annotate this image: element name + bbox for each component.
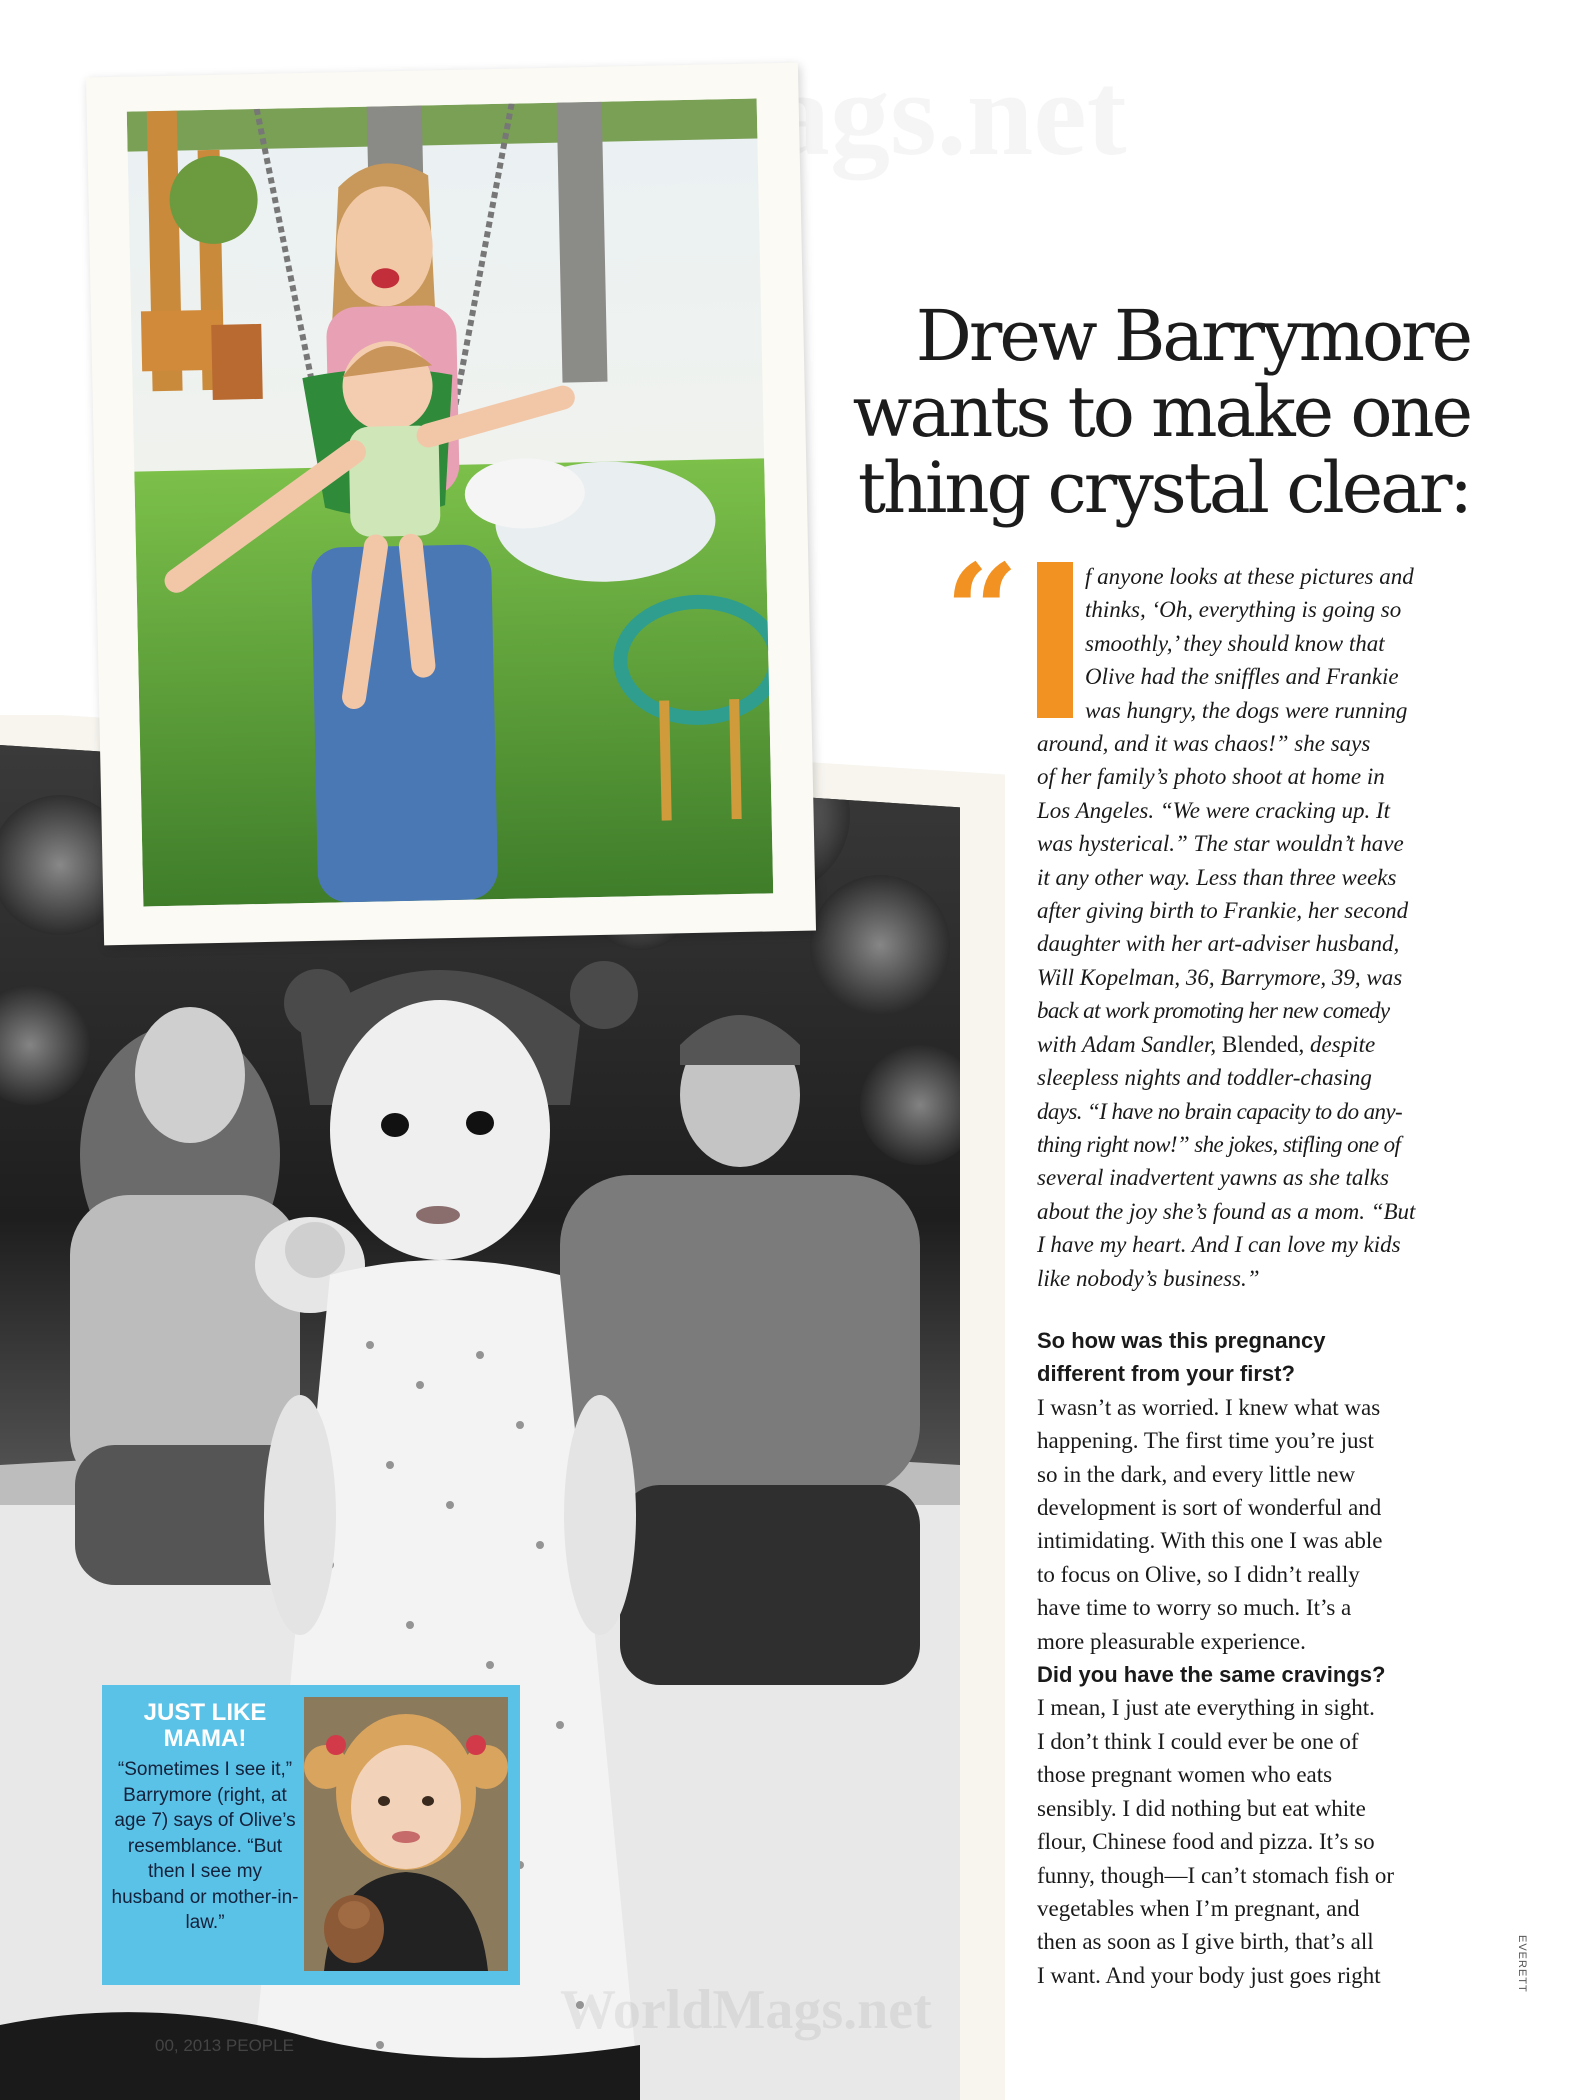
answer-line: flour, Chinese food and pizza. It’s so	[1037, 1829, 1375, 1855]
intro-line: after giving birth to Frankie, her second	[1037, 898, 1409, 924]
intro-line: thinks, ‘Oh, everything is going so	[1085, 597, 1402, 623]
intro-line: f anyone looks at these pictures and	[1085, 564, 1414, 589]
intro-line: several inadvertent yawns as she talks	[1037, 1165, 1389, 1191]
answer-line: then as soon as I give birth, that’s all	[1037, 1929, 1374, 1955]
answer-line: I mean, I just ate everything in sight.	[1037, 1695, 1375, 1721]
intro-line-text: despite	[1304, 1031, 1376, 1057]
intro-line: about the joy she’s found as a mom. “But	[1037, 1198, 1416, 1224]
answer-line: vegetables when I’m pregnant, and	[1037, 1895, 1360, 1921]
question: different from your first?	[1037, 1361, 1295, 1387]
answer-line: to focus on Olive, so I didn’t really	[1037, 1561, 1360, 1587]
answer-line: have time to worry so much. It’s a	[1037, 1595, 1352, 1621]
intro-line: around, and it was chaos!” she says	[1037, 731, 1371, 757]
intro-line: thing right now!” she jokes, stifling one of	[1037, 1131, 1401, 1157]
intro-line	[1037, 1028, 1477, 1061]
headline	[770, 295, 1470, 529]
intro-line: was hungry, the dogs were running	[1085, 697, 1408, 723]
intro-line: was hysterical.” The star wouldn’t have	[1037, 831, 1404, 857]
answer-line: so in the dark, and every little new	[1037, 1461, 1356, 1487]
inset-title: JUST LIKE MAMA!	[143, 1699, 267, 1752]
intro-line: back at work promoting her new comedy	[1037, 998, 1390, 1024]
intro-line: of her family’s photo shoot at home in	[1037, 764, 1385, 790]
movie-title: Blended,	[1221, 1031, 1305, 1057]
intro-line: Los Angeles. “We were cracking up. It	[1037, 797, 1391, 823]
childhood-photo	[304, 1697, 508, 1971]
open-quote-mark: “	[945, 537, 1019, 687]
intro-line: smoothly,’ they should know that	[1085, 630, 1385, 656]
intro-line: it any other way. Less than three weeks	[1037, 864, 1397, 890]
intro-line: sleepless nights and toddler-chasing	[1037, 1065, 1372, 1091]
intro-paragraph	[1037, 560, 1477, 1295]
answer-line: more pleasurable experience.	[1037, 1628, 1306, 1654]
intro-line: I have my heart. And I can love my kids	[1037, 1232, 1401, 1258]
answer-line: development is sort of wonderful and	[1037, 1495, 1382, 1521]
headline-line: wants to make one	[852, 371, 1470, 453]
intro-line: daughter with her art-adviser husband,	[1037, 931, 1400, 957]
answer-line: I don’t think I could ever be one of	[1037, 1728, 1359, 1754]
swing-photo	[127, 98, 774, 906]
question: So how was this pregnancy	[1037, 1328, 1326, 1353]
answer-line: I want. And your body just goes right	[1037, 1962, 1381, 1988]
question: Did you have the same cravings?	[1037, 1662, 1386, 1688]
answer-line: funny, though—I can’t stomach fish or	[1037, 1862, 1395, 1888]
inset-text: “Sometimes I see it,” Barrymore (right, at age 7) says of Olive’s resemblance. “But then I see my husband or mother-in-law.”	[111, 1759, 299, 1933]
watermark-bottom: WorldMags.net	[560, 1979, 932, 2041]
answer-line: intimidating. With this one I was able	[1037, 1528, 1383, 1554]
inset-box	[102, 1685, 520, 1985]
qa-section	[1037, 1324, 1477, 1992]
intro-line: Will Kopelman, 36, Barrymore, 39, was	[1037, 964, 1403, 990]
intro-line-text: with Adam Sandler,	[1037, 1031, 1222, 1057]
page-footer: 00, 2013 PEOPLE	[155, 2036, 294, 2055]
answer-line: happening. The first time you’re just	[1037, 1428, 1374, 1454]
intro-line: Olive had the sniffles and Frankie	[1085, 664, 1399, 690]
intro-line: like nobody’s business.”	[1037, 1265, 1260, 1291]
headline-line: Drew Barrymore	[915, 295, 1470, 377]
answer-line: those pregnant women who eats	[1037, 1762, 1333, 1788]
answer-line: I wasn’t as worried. I knew what was	[1037, 1394, 1381, 1420]
photo-credit: EVERETT	[1516, 1935, 1528, 1993]
answer-line: sensibly. I did nothing but eat white	[1037, 1795, 1366, 1821]
intro-line: days. “I have no brain capacity to do any-	[1037, 1098, 1403, 1124]
headline-line: thing crystal clear:	[857, 447, 1470, 529]
